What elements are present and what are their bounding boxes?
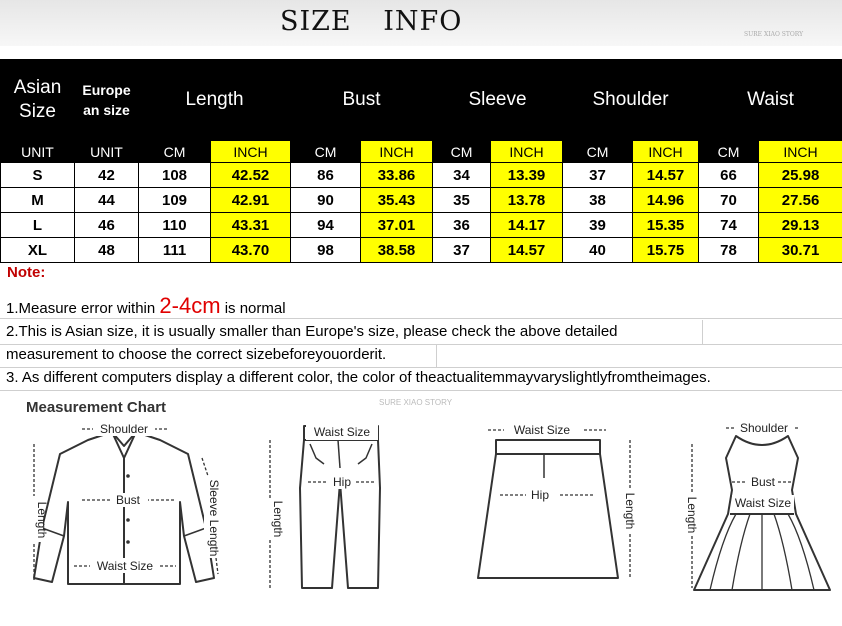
note-line-1-start: 1.Measure error within	[6, 300, 160, 317]
size-table	[0, 59, 842, 263]
table-cell: 98	[291, 238, 361, 263]
table-cell: 42.91	[211, 188, 291, 213]
unit-cell: INCH	[211, 141, 291, 163]
table-cell: 15.35	[633, 213, 699, 238]
header-sleeve: Sleeve	[433, 60, 563, 141]
dress-length-label: Length	[685, 496, 699, 534]
table-cell: M	[1, 188, 75, 213]
table-cell: S	[1, 163, 75, 188]
unit-cell: INCH	[633, 141, 699, 163]
table-cell: XL	[1, 238, 75, 263]
table-cell: 43.70	[211, 238, 291, 263]
note-line-1	[6, 293, 286, 319]
table-cell: 27.56	[759, 188, 842, 213]
unit-cell: UNIT	[1, 141, 75, 163]
table-cell: 14.17	[491, 213, 563, 238]
table-cell: 35.43	[361, 188, 433, 213]
shirt-length-label: Length	[35, 501, 49, 539]
unit-cell: INCH	[759, 141, 842, 163]
shirt-sleeve-label: Sleeve Length	[207, 479, 221, 557]
table-cell: 35	[433, 188, 491, 213]
page-title: SIZE INFO	[280, 6, 463, 37]
shirt-shoulder-label: Shoulder	[99, 422, 149, 436]
table-cell: 66	[699, 163, 759, 188]
unit-cell: CM	[563, 141, 633, 163]
table-cell: 78	[699, 238, 759, 263]
table-cell: 110	[139, 213, 211, 238]
dress-shoulder-label: Shoulder	[739, 421, 789, 435]
divider	[702, 320, 703, 344]
note-heading: Note:	[7, 264, 46, 281]
skirt-hip-label: Hip	[530, 488, 550, 502]
table-cell: 36	[433, 213, 491, 238]
dress-diagram	[670, 418, 840, 598]
table-cell: 44	[75, 188, 139, 213]
table-cell: 38.58	[361, 238, 433, 263]
table-cell: 86	[291, 163, 361, 188]
table-cell: 13.39	[491, 163, 563, 188]
unit-cell: CM	[291, 141, 361, 163]
unit-row	[1, 141, 842, 163]
pants-diagram	[258, 418, 398, 598]
table-cell: 39	[563, 213, 633, 238]
divider	[436, 345, 437, 367]
table-cell: 48	[75, 238, 139, 263]
skirt-waist-label: Waist Size	[513, 423, 571, 437]
note-line-1-end: is normal	[220, 300, 286, 317]
note-line-3: 3. As different computers display a different color, the color of theactualitemmayvaryslightlyfromtheimages.	[6, 369, 711, 386]
unit-cell: CM	[139, 141, 211, 163]
table-cell: 42.52	[211, 163, 291, 188]
measurement-chart-title: Measurement Chart	[26, 399, 167, 416]
table-cell: 30.71	[759, 238, 842, 263]
shirt-waist-label: Waist Size	[96, 559, 154, 573]
table-cell: L	[1, 213, 75, 238]
shirt-diagram	[20, 418, 235, 598]
table-cell: 37	[433, 238, 491, 263]
dress-bust-label: Bust	[750, 475, 776, 489]
table-cell: 15.75	[633, 238, 699, 263]
table-cell: 111	[139, 238, 211, 263]
note-line-2: 2.This is Asian size, it is usually smaller than Europe's size, please check the above detailed	[6, 323, 618, 340]
unit-cell: INCH	[491, 141, 563, 163]
header-bust: Bust	[291, 60, 433, 141]
table-cell: 74	[699, 213, 759, 238]
table-cell: 14.57	[633, 163, 699, 188]
skirt-length-label: Length	[623, 492, 637, 530]
divider	[0, 318, 842, 319]
divider	[0, 390, 842, 391]
watermark: SURE XIAO STORY	[744, 31, 804, 38]
note-line-2-cont: measurement to choose the correct sizebeforeyouorderit.	[6, 346, 387, 363]
unit-cell: CM	[699, 141, 759, 163]
table-cell: 70	[699, 188, 759, 213]
header-asian-size: Asian Size	[1, 60, 75, 141]
error-range: 2-4cm	[159, 293, 221, 318]
table-cell: 25.98	[759, 163, 842, 188]
table-cell: 109	[139, 188, 211, 213]
unit-cell: CM	[433, 141, 491, 163]
watermark: SURE XIAO STORY	[379, 398, 453, 407]
unit-cell: INCH	[361, 141, 433, 163]
unit-cell: UNIT	[75, 141, 139, 163]
shirt-bust-label: Bust	[115, 493, 141, 507]
table-row	[1, 238, 842, 263]
table-cell: 14.96	[633, 188, 699, 213]
divider	[0, 344, 842, 345]
table-cell: 40	[563, 238, 633, 263]
header-row	[1, 60, 842, 141]
table-cell: 108	[139, 163, 211, 188]
table-cell: 42	[75, 163, 139, 188]
header-waist: Waist	[699, 60, 842, 141]
dress-waist-label: Waist Size	[734, 496, 792, 510]
pants-length-label: Length	[271, 500, 285, 538]
table-cell: 33.86	[361, 163, 433, 188]
pants-hip-label: Hip	[332, 475, 352, 489]
divider	[0, 367, 842, 368]
table-cell: 34	[433, 163, 491, 188]
header-length: Length	[139, 60, 291, 141]
table-cell: 46	[75, 213, 139, 238]
table-row	[1, 213, 842, 238]
table-cell: 94	[291, 213, 361, 238]
header-shoulder: Shoulder	[563, 60, 699, 141]
table-cell: 90	[291, 188, 361, 213]
table-cell: 38	[563, 188, 633, 213]
table-row	[1, 188, 842, 213]
table-row	[1, 163, 842, 188]
table-cell: 14.57	[491, 238, 563, 263]
pants-waist-label: Waist Size	[313, 425, 371, 439]
header-europe-size: Europe an size	[75, 60, 139, 141]
table-cell: 13.78	[491, 188, 563, 213]
skirt-diagram	[474, 418, 644, 598]
table-cell: 37.01	[361, 213, 433, 238]
table-cell: 37	[563, 163, 633, 188]
table-cell: 43.31	[211, 213, 291, 238]
table-cell: 29.13	[759, 213, 842, 238]
